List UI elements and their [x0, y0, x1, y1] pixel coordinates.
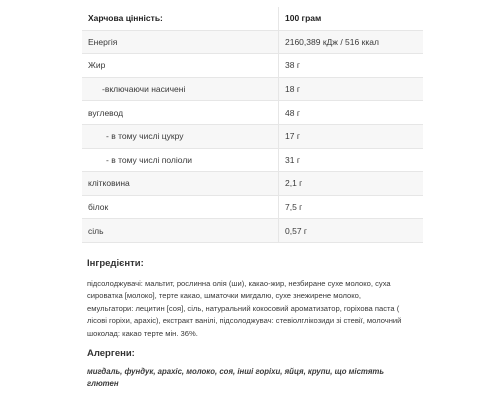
nutrition-label: вуглевод: [82, 101, 279, 125]
nutrition-row-protein: [82, 195, 423, 219]
nutrition-label: Жир: [82, 54, 279, 78]
nutrition-row-saturated: [82, 77, 423, 101]
nutrition-header-value: 100 грам: [279, 7, 424, 30]
nutrition-table: [82, 7, 423, 243]
nutrition-value: 18 г: [279, 77, 424, 101]
nutrition-value: 48 г: [279, 101, 424, 125]
nutrition-row-energy: [82, 30, 423, 54]
ingredients-text: підсолоджувачі: мальтит, рослинна олія (ши), какао-жир, незбиране сухе молоко, суха сироватка [молоко], терте какао, шматочки мигдалю, сухе знежирене молоко, емульгатори: лецитин [соя], сіль, натуральний кокосовий ароматизатор, горіхова паста ( лісові горіхи, арахіс), екстракт ванілі, підсолоджувач: стевіолглікозиди зі стевії, молочний шоколад: какао терте мін. 36%.: [87, 279, 402, 338]
nutrition-row-fat: [82, 54, 423, 78]
nutrition-label: клітковина: [82, 172, 279, 196]
nutrition-label: - в тому числі поліоли: [82, 148, 279, 172]
ingredients-title: Інгредієнти:: [87, 258, 144, 269]
nutrition-value: 2,1 г: [279, 172, 424, 196]
nutrition-row-fiber: [82, 172, 423, 196]
nutrition-label: Енергія: [82, 30, 279, 54]
nutrition-value: 0,57 г: [279, 219, 424, 243]
nutrition-label: білок: [82, 195, 279, 219]
nutrition-row-salt: [82, 219, 423, 243]
nutrition-label: -включаючи насичені: [82, 77, 279, 101]
allergens-title: Алергени:: [87, 348, 135, 359]
nutrition-header-row: [82, 7, 423, 30]
allergens-text: мигдаль, фундук, арахіс, молоко, соя, інші горіхи, яйця, крупи, що містять глютен: [87, 367, 384, 389]
nutrition-value: 17 г: [279, 124, 424, 148]
nutrition-row-carbs: [82, 101, 423, 125]
nutrition-row-polyols: [82, 148, 423, 172]
nutrition-value: 7,5 г: [279, 195, 424, 219]
nutrition-value: 38 г: [279, 54, 424, 78]
nutrition-value: 31 г: [279, 148, 424, 172]
nutrition-label: - в тому числі цукру: [82, 124, 279, 148]
nutrition-value: 2160,389 кДж / 516 ккал: [279, 30, 424, 54]
nutrition-label: сіль: [82, 219, 279, 243]
nutrition-header-label: Харчова цінність:: [82, 7, 279, 30]
nutrition-row-sugar: [82, 124, 423, 148]
